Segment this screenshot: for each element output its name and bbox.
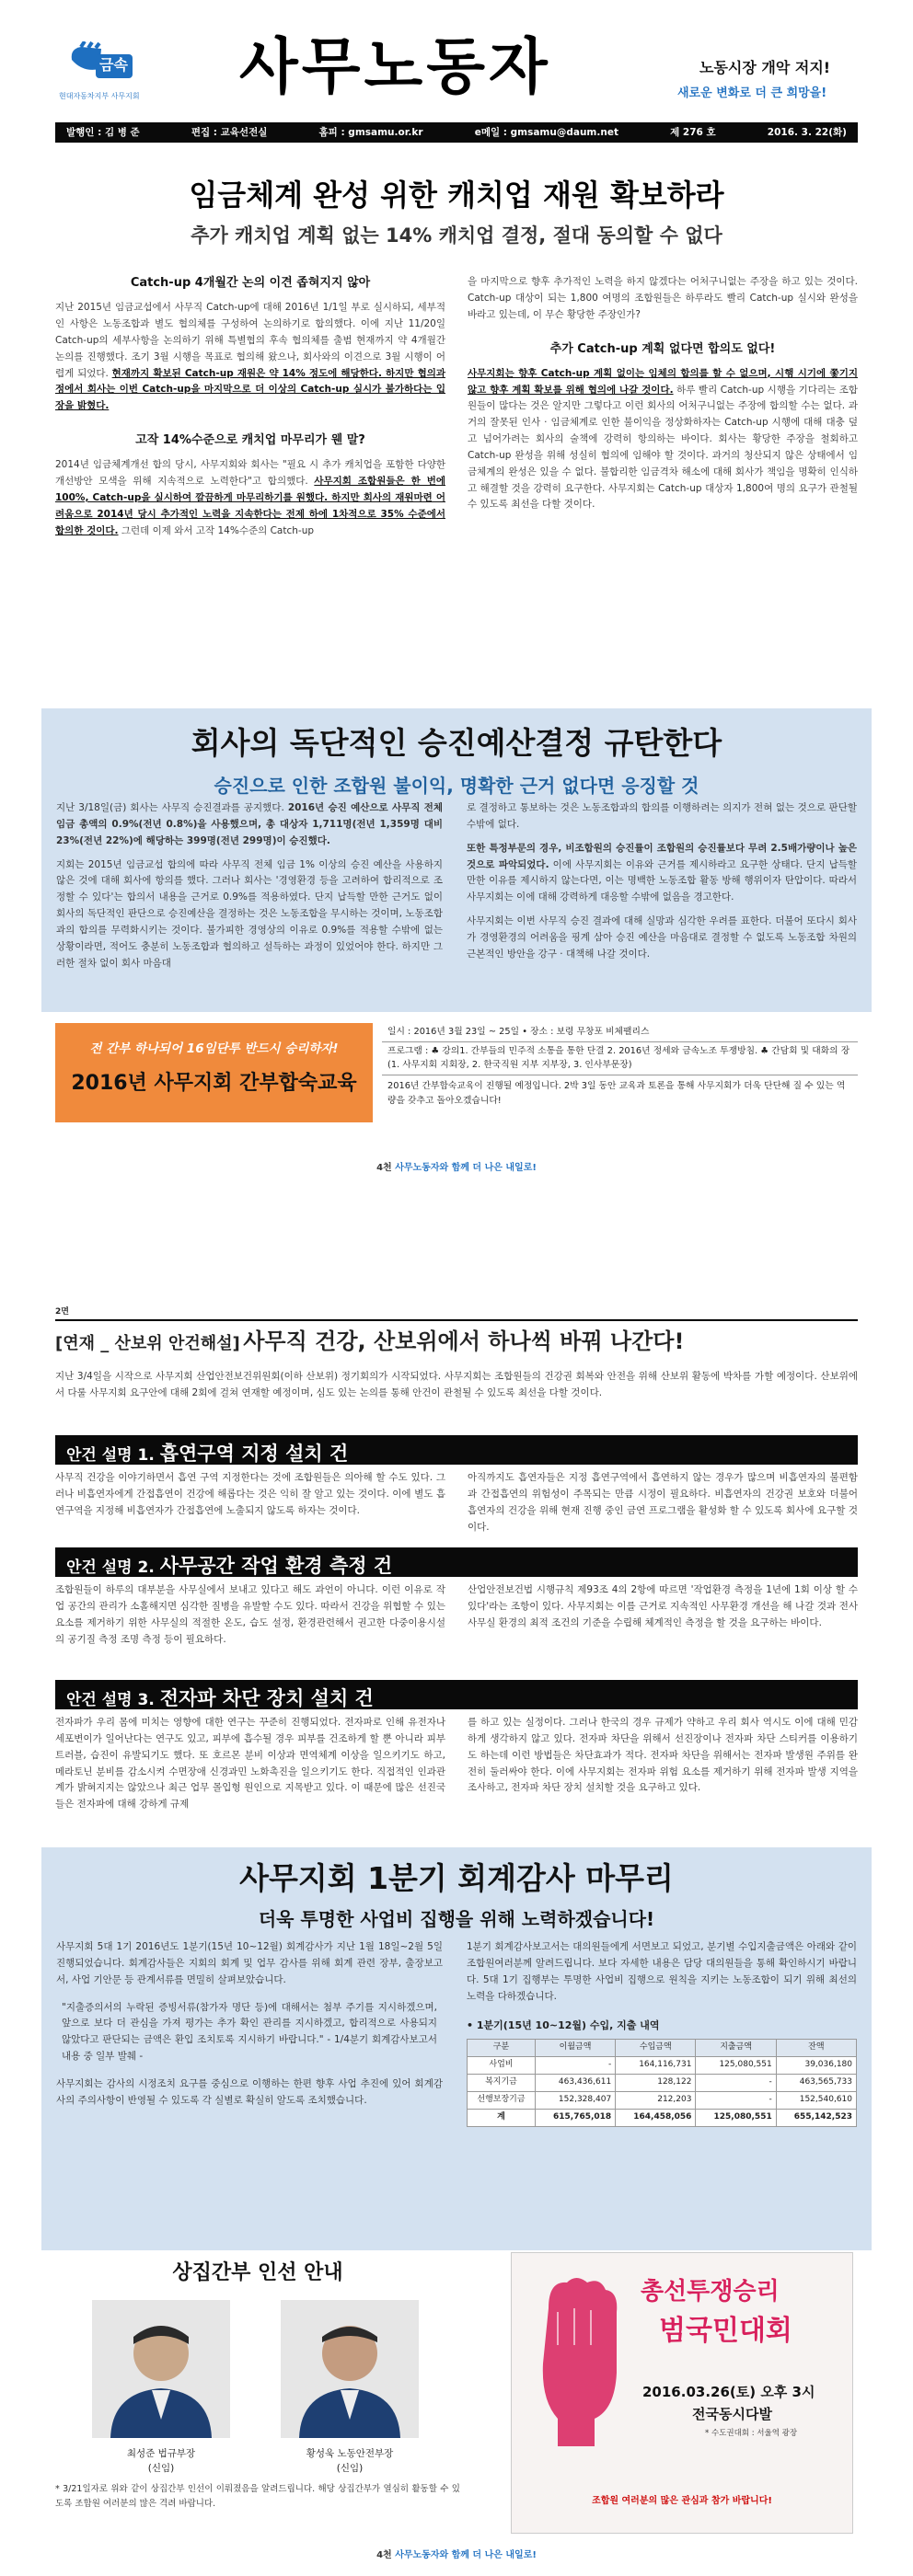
agenda-3-right: 를 하고 있는 실정이다. 그러나 한국의 경우 규제가 약하고 우리 회사 역시도 이에 대해 민감하게 생각하지 않고 있다. 전자파 차단을 위해서 선진장이나 전자파 차단 스티커를 이용하기도 하는데 이런 방법들은 차단효과가 적다. 전자파 차단을 위해서는 전자파 발생원 주위를 완전히 둘러싸야 한다. 이에 사무지회는 전자파 위험 요소를 제거하기 위해 전자파 발생 지역을 조사하고, 전자파 차단 장치 설치할 것을 요구하고 있다. — [468, 1717, 858, 1794]
logo-subtext: 현대자동차지부 사무지회 — [59, 92, 140, 100]
lead-paragraph-2 — [55, 457, 445, 539]
series-tag: [연재 _ 산보위 안건해설] — [55, 1334, 240, 1353]
person-photo-2-icon — [281, 2300, 419, 2438]
audit-table-header — [468, 2040, 857, 2057]
table-header-cell: 이월금액 — [535, 2040, 615, 2057]
staff-appointment — [55, 2258, 460, 2534]
table-row — [468, 2092, 857, 2110]
poster-footer: 조합원 여러분의 많은 관심과 참가 바랍니다! — [592, 2496, 772, 2506]
agenda-2-left: 조합원들이 하루의 대부분을 사무실에서 보내고 있다고 해도 과언이 아니다. 이런 이유로 작업 공간의 관리가 소홀해지면 심각한 질병을 유발할 수도 있다. 따라서 건강을 위협할 수 있는 요소를 제거하기 위한 사무실의 적절한 온도, 습도 설정, 환경관련해서 권고한 다중이용시설의 공기질 측정 조명 측정 등이 필요하다. — [55, 1584, 445, 1645]
person-photo-1-icon — [92, 2300, 230, 2438]
poster-line-1: 총선투쟁승리 — [641, 2278, 780, 2306]
table-cell: 152,540,610 — [776, 2092, 856, 2110]
lead-headline: 임금체계 완성 위한 캐치업 재원 확보하라 — [189, 178, 724, 213]
promo-p4-emphasis: 또한 특정부문의 경우, 비조합원의 승진률이 조합원의 승진률보다 무려 2.5배가량이나 높은 것으로 파악되었다. — [467, 842, 857, 870]
poster-place: 전국동시다발 — [692, 2406, 772, 2422]
agenda-1-right: 아직까지도 흡연자들은 지정 흡연구역에서 흡연하지 않는 경우가 많으며 비흡연자의 불편함과 간접흡연의 위험성이 주목되는 만큼 시정이 필요하다. 비흡연자의 건강권 보호와 더불어 흡연자의 건강을 위해 현재 진행 중인 금연 프로그램을 활성화 할 수 있도록 회사에 요구할 것이다. — [468, 1472, 858, 1533]
agenda-1-bar — [55, 1435, 858, 1465]
page2-top-rule — [55, 1319, 858, 1321]
audit-right-column — [467, 1939, 857, 2127]
promotion-headline: 회사의 독단적인 승진예산결정 규탄한다 — [191, 725, 722, 761]
footer-text-b: 사무노동자와 함께 더 나은 내일로! — [395, 1163, 537, 1173]
person-card-1 — [92, 2300, 230, 2477]
promo-p1-text: 지난 3/18일(금) 회사는 사무직 승진결과를 공지했다. — [56, 802, 284, 813]
training-banner — [55, 1023, 373, 1122]
table-header-cell: 구분 — [468, 2040, 536, 2057]
promotion-paragraph-1 — [56, 800, 443, 850]
masthead-logo — [59, 41, 140, 106]
promotion-left-column — [56, 800, 443, 972]
training-title: 2016년 사무지회 간부합숙교육 — [71, 1071, 357, 1095]
audit-paragraph-3: 1분기 회계감사보고서는 대의원들에게 서면보고 되었고, 분기별 수입지출금액은 아래와 같이 조합원여러분께 알려드립니다. 보다 자세한 내용은 담당 대의원들을 통해 확인하시기 바랍니다. 5대 1기 집행부는 투명한 사업비 집행으로 원칙을 지키는 노동조합이 되기 위해 최선의 노력을 다하겠습니다. — [467, 1941, 857, 2002]
table-cell: 655,142,523 — [776, 2110, 856, 2127]
person-1-tag: (신임) — [147, 2463, 175, 2475]
training-note: 2016년 간부합숙교육이 진행될 예정입니다. 2박 3일 동안 교육과 토론을 통해 사무지회가 더욱 단단해 질 수 있는 역량을 갖추고 돌아오겠습니다! — [387, 1081, 846, 1106]
table-row — [468, 2075, 857, 2092]
agenda-2-bar — [55, 1547, 858, 1577]
lead-p4-emphasis: 사무지회는 향후 Catch-up 계획 없이는 임체의 합의를 할 수 없으며, 시행 시기에 쫓기지 않고 향후 계획 확보를 위해 협의에 나갈 것이다. — [468, 367, 858, 396]
table-cell: - — [696, 2075, 776, 2092]
agenda-3-bar — [55, 1680, 858, 1709]
promotion-right-column — [467, 800, 857, 963]
table-cell: 39,036,180 — [776, 2057, 856, 2075]
training-schedule: 일시 : 2016년 3월 23일 ~ 25일 • 장소 : 보령 무창포 비체팰리스 — [382, 1023, 858, 1042]
raised-fist-icon — [521, 2271, 631, 2446]
email-link[interactable]: e메일 : gmsamu@daum.net — [474, 126, 618, 138]
lead-section-heading-1: Catch-up 4개월간 논의 이견 좁혀지지 않아 — [130, 276, 371, 290]
table-cell: 계 — [468, 2110, 536, 2127]
series-heading — [55, 1325, 858, 1359]
audit-section — [41, 1847, 872, 2250]
lead-section-heading-2: 고작 14%수준으로 캐치업 마무리가 웬 말? — [135, 433, 365, 448]
agenda-3-left: 전자파가 우리 몸에 미치는 영향에 대한 연구는 꾸준히 진행되었다. 전자파로 인해 유전자나 세포변이가 일어난다는 연구도 있고, 피부에 흡수될 경우 피부를 건조하게 할 뿐 아니라 피부트러블, 습진이 유발되기도 했다. 또 호르몬 분비 이상과 면역체계 이상을 일으키기도 하고, 메라토닌 분비를 감소시켜 수면장애 신경과민 노화촉진을 일으키기도 한다. 직접적인 인과관계가 밝혀지지는 않았으나 최근 업무 몰입형 원인으로 지목받고 있다. 이 때문에 많은 선진국들은 전자파에 대해 강하게 규제 — [55, 1717, 445, 1811]
footer-page-2 — [55, 2548, 858, 2563]
logo-text: 금속 — [99, 56, 128, 74]
lead-right-column — [468, 274, 858, 513]
lead-p2-emphasis: 사무지회 조합원들은 한 번에 100%, Catch-up을 실시하여 깔끔하게 마무리하기를 원했다. 하지만 회사의 재원마련 어려움으로 2014년 당시 추가적인 노력을 지속한다는 전제 하에 1차적으로 35% 수준에서 합의한 것이다. — [55, 476, 445, 536]
staff-note: * 3/21일자로 위와 같이 상집간부 인선이 이뤄졌음을 알려드립니다. 해당 상집간부가 열심히 활동할 수 있도록 조합원 여러분의 많은 격려 바랍니다. — [55, 2484, 460, 2510]
table-cell: 463,565,733 — [776, 2075, 856, 2092]
table-cell: 463,436,611 — [535, 2075, 615, 2092]
poster-small: * 수도권대회 : 서울역 광장 — [705, 2429, 798, 2438]
publisher: 발행인 : 김 병 준 — [66, 126, 140, 138]
series-title: 사무직 건강, 산보위에서 하나씩 바꿔 나간다! — [243, 1328, 685, 1354]
training-program: 프로그램 : ♣ 강의1. 간부들의 민주적 소통을 통한 단결 2. 2016년 정세와 금속노조 투쟁방침. ♣ 간담회 및 대화의 장(1. 사무지회 지회장, 2. 한국직원 지부 지부장, 3. 인사부문장) — [382, 1042, 858, 1075]
lead-left-column — [55, 274, 445, 539]
table-cell: 212,203 — [616, 2092, 696, 2110]
promotion-paragraph-3: 로 결정하고 통보하는 것은 노동조합과의 합의를 이행하려는 의지가 전혀 없는 것으로 판단할 수밖에 없다. — [467, 802, 857, 830]
table-cell: 152,328,407 — [535, 2092, 615, 2110]
table-row — [468, 2057, 857, 2075]
audit-table — [467, 2039, 857, 2127]
lead-paragraph-4 — [468, 366, 858, 514]
promo-p1-emphasis: 2016년 승진 예산으로 사무직 전체 임금 총액의 0.9%(전년 0.8%)을 사용했으며, 총 대상자 1,711명(전년 1,359명 대비 23%(전년 22%)에 해당하는 399명(전년 299명)이 승진했다. — [56, 802, 444, 846]
poster-line-2: 범국민대회 — [659, 2315, 792, 2347]
table-cell: 복지기금 — [468, 2075, 536, 2092]
slogan-1: 노동시장 개악 저지! — [699, 59, 831, 76]
audit-quote: "지출증의서의 누락된 증빙서류(참가자 명단 등)에 대해서는 첨부 주기를 지시하겠으며, 앞으로 보다 더 관심을 가져 평가는 추가 확인 관리를 지시하겠고, 합리적으로 사용되지 않았다고 판단되는 금액은 환입 조치토록 지시하기 바랍니다." - 1/4분기 회계감사보고서 내용 중 일부 발췌 - — [62, 2001, 437, 2063]
table-cell: 사업비 — [468, 2057, 536, 2075]
footer-page-1 — [55, 1161, 858, 1176]
table-cell: 125,080,551 — [696, 2057, 776, 2075]
lead-p2-tail: 그런데 이제 와서 고작 14%수준의 Catch-up — [121, 524, 315, 536]
person-card-2 — [281, 2300, 419, 2477]
promotion-paragraph-2: 지회는 2015년 임금교섭 합의에 따라 사무직 전체 임금 1% 이상의 승진 예산을 사용하지 않은 것에 대해 회사에 항의를 했다. 그러나 회사는 '경영환경 등을 고려하여 합리적으로 조정할 수 있다'는 합의서 내용을 근거로 0.9%를 적용하였다. 단지 납득할 만한 근거도 없이 회사의 독단적인 판단으로 승진예산을 결정하는 것은 노동조합을 무시하는 것이며, 노동조합과의 합의를 무력화시키는 것이다. 불가피한 경영상의 이유로 0.9%를 적용할 수밖에 없는 상황이라면, 적어도 충분히 노동조합과 협의하고 설득하는 과정이 있었어야 한다. 하지만 그러한 절차 없이 회사 마음대 — [56, 858, 443, 969]
audit-table-title: • 1분기(15년 10~12월) 수입, 지출 내역 — [467, 2019, 660, 2032]
table-cell: 615,765,018 — [535, 2110, 615, 2127]
audit-headline: 사무지회 1분기 회계감사 마무리 — [239, 1860, 674, 1896]
table-cell: - — [696, 2092, 776, 2110]
audit-left-column — [56, 1939, 443, 2110]
lead-paragraph-3: 을 마지막으로 향후 추가적인 노력을 하지 않겠다는 어처구니없는 주장을 하고 있는 것이다. Catch-up 대상이 되는 1,800 여명의 조합원들은 하루라도 빨리 Catch-up 실시와 완성을 바라고 있는데, 이 무슨 황당한 주장인가? — [468, 276, 858, 320]
footer-text-b: 사무노동자와 함께 더 나은 내일로! — [395, 2550, 537, 2560]
info-bar — [55, 122, 858, 143]
table-cell: 164,458,056 — [616, 2110, 696, 2127]
person-1-name: 최성준 법규부장 — [126, 2448, 196, 2460]
agenda-2-tag: 안건 설명 2. — [66, 1558, 155, 1577]
masthead-title: 사무노동자 — [239, 31, 551, 102]
agenda-3-title: 전자파 차단 장치 설치 건 — [159, 1687, 374, 1709]
lead-paragraph-1 — [55, 300, 445, 415]
table-header-cell: 지출금액 — [696, 2040, 776, 2057]
table-header-cell: 수입금액 — [616, 2040, 696, 2057]
promotion-paragraph-4 — [467, 841, 857, 906]
promotion-subheadline: 승진으로 인한 조합원 불이익, 명확한 근거 없다면 응징할 것 — [214, 775, 699, 798]
lead-subheadline: 추가 캐치업 계획 없는 14% 캐치업 결정, 절대 동의할 수 없다 — [191, 224, 722, 247]
table-row — [468, 2110, 857, 2127]
lead-p4-text: 하루 빨리 Catch-up 시행을 기다리는 조합원들이 많다는 것은 알지만 그렇다고 이런 회사의 어처구니없는 주장에 합의할 수는 없다. 과거의 잘못된 인사 · 임금체계로 인한 불이익을 정상화하자는 Catch-up 시행에 대해 대충 덮고 넘어가려는 회사의 술책에 강력히 항의하는 바이다. 회사는 황당한 주장을 철회하고 Catch-up 완성을 위해 성실히 협의에 임해야 할 것이다. 과거의 청산되지 않은 상태에서 임금체계의 완성은 있을 수 없다. 불합리한 임금격차 해소에 대해 회사가 책임을 명확히 인식하고 해결할 것을 강력히 요구한다. 사무지회는 Catch-up 대상자 1,800여 명의 요구가 관철될 수 있도록 최선을 다할 것이다. — [468, 384, 859, 511]
poster-date: 2016.03.26(토) 오후 3시 — [642, 2384, 815, 2400]
editor: 편집 : 교육선전실 — [191, 126, 268, 138]
training-slogan: 전 간부 하나되어 16임단투 반드시 승리하자! — [89, 1041, 339, 1056]
lead-section-heading-3: 추가 Catch-up 계획 없다면 합의도 없다! — [549, 341, 776, 356]
audit-paragraph-2: 사무지회는 감사의 시정조치 요구를 중심으로 이행하는 한편 향후 사업 추진에 있어 회계감사의 주의사항이 반영될 수 있도록 각 실별로 확실히 알도록 조치했습니다. — [56, 2077, 443, 2106]
training-details — [382, 1023, 858, 1122]
person-2-name: 황성욱 노동안전부장 — [306, 2448, 394, 2460]
footer-text-a: 4천 — [376, 2550, 392, 2560]
promo-p4-text: 이에 사무지회는 이유와 근거를 제시하라고 요구한 상태다. 단지 납득할 만한 이유를 제시하지 않는다면, 이는 명백한 노동조합 활동 방해 행위이자 탄압이다. 따라서 사무지회는 이에 대해 강력하게 대응할 수밖에 없음을 경고한다. — [467, 858, 857, 903]
agenda-2-right: 산업안전보건법 시행규칙 제93조 4의 2항에 따르면 '작업환경 측정을 1년에 1회 이상 할 수 있다'라는 조항이 있다. 사무지회는 이를 근거로 지속적인 사무환경 개선을 해 나갈 것과 전사 사무실 환경의 최적 조건의 기준을 수립해 체계적인 측정을 할 것을 요구하는 바이다. — [468, 1584, 858, 1628]
audit-subheadline: 더욱 투명한 사업비 집행을 위해 노력하겠습니다! — [258, 1908, 655, 1931]
agenda-1-tag: 안건 설명 1. — [66, 1446, 155, 1465]
agenda-2-title: 사무공간 작업 환경 측정 건 — [159, 1555, 393, 1577]
table-cell: - — [535, 2057, 615, 2075]
promotion-paragraph-5: 사무지회는 이번 사무직 승진 결과에 대해 실망과 심각한 우려를 표한다. 더불어 또다시 회사가 경영환경의 어려움을 핑계 삼아 승진 예산을 마음대로 결정할 수 없도록 노동조합 차원의 근본적인 방안을 강구 · 대책해 나갈 것이다. — [467, 915, 857, 960]
homepage-link[interactable]: 홈피 : gmsamu.or.kr — [318, 126, 423, 138]
agenda-1-title: 흡연구역 지정 설치 건 — [159, 1443, 349, 1465]
table-cell: 선행보장기금 — [468, 2092, 536, 2110]
issue-date: 2016. 3. 22(화) — [767, 126, 847, 138]
promotion-article — [41, 708, 872, 1012]
table-header-cell: 잔액 — [776, 2040, 856, 2057]
person-2-tag: (신임) — [336, 2463, 364, 2475]
series-intro: 지난 3/4일을 시작으로 사무지회 산업안전보건위원회(이하 산보위) 정기회의가 시작되었다. 사무지회는 조합원들의 건강권 회복와 안전을 위해 산보위 활동에 박차를 가할 예정이다. 산보위에서 다룰 사무지회 요구안에 대해 2회에 걸쳐 연재할 예정이며, 심도 있는 논의를 통해 안건이 관철될 수 있도록 최선을 다할 것이다. — [55, 1371, 858, 1398]
agenda-1-left: 사무직 건강을 이야기하면서 흡연 구역 지정한다는 것에 조합원들은 의아해 할 수도 있다. 그러나 비흡연자에게 간접흡연이 건강에 해롭다는 것은 익히 잘 알고 있는 것이다. 이에 별도 흡연구역을 지정해 비흡연자가 간접흡연에 노출되지 않도록 하자는 것이다. — [55, 1472, 445, 1516]
rally-poster — [511, 2252, 853, 2534]
audit-paragraph-1: 사무지회 5대 1기 2016년도 1분기(15년 10~12월) 회계감사가 지난 1월 18일~2월 5일 진행되었습니다. 회계감사들은 지회의 회계 및 업무 감사를 위해 회계 관련 장부, 출장보고서, 사업 기안문 등 관계서류를 면밀히 살펴보았습니다. — [56, 1941, 443, 1985]
slogan-2: 새로운 변화로 더 큰 희망을! — [677, 86, 827, 100]
page-number: 2면 — [55, 1307, 69, 1317]
table-cell: 128,122 — [616, 2075, 696, 2092]
issue-number: 제 276 호 — [670, 126, 716, 138]
footer-text-a: 4천 — [376, 1163, 392, 1173]
lead-p1-text: 지난 2015년 임금교섭에서 사무직 Catch-up에 대해 2016년 1/1일 부로 실시하되, 세부적인 사항은 노동조합과 별도 협의체를 구성하여 논의하기로 합의했다. 이에 지난 11/20일 Catch-up의 세부사항을 논의하기 위해 특별협의 후속 협의체를 출범 현재까지 약 4개월간 논의를 진행했다. 조기 3월 시행을 목표로 협의해 왔으나, 회사와의 이견으로 3월 시행이 어렵게 되었다. — [55, 302, 445, 379]
table-cell: 164,116,731 — [616, 2057, 696, 2075]
lead-p2-text: 2014년 임금체계개선 합의 당시, 사무지회와 회사는 "필요 시 추가 캐치업을 포함한 다양한 개선방안 모색을 위해 지속적으로 노력한다"고 합의했다. — [55, 459, 445, 488]
staff-title: 상집간부 인선 안내 — [172, 2261, 343, 2284]
table-cell: 125,080,551 — [696, 2110, 776, 2127]
agenda-3-tag: 안건 설명 3. — [66, 1691, 155, 1709]
lead-p1-emphasis: 현재까지 확보된 Catch-up 재원은 약 14% 정도에 해당한다. 하지만 협의과정에서 회사는 이번 Catch-up을 마지막으로 더 이상의 Catch-up 실시가 불가하다는 입장을 밝혔다. — [55, 367, 446, 412]
